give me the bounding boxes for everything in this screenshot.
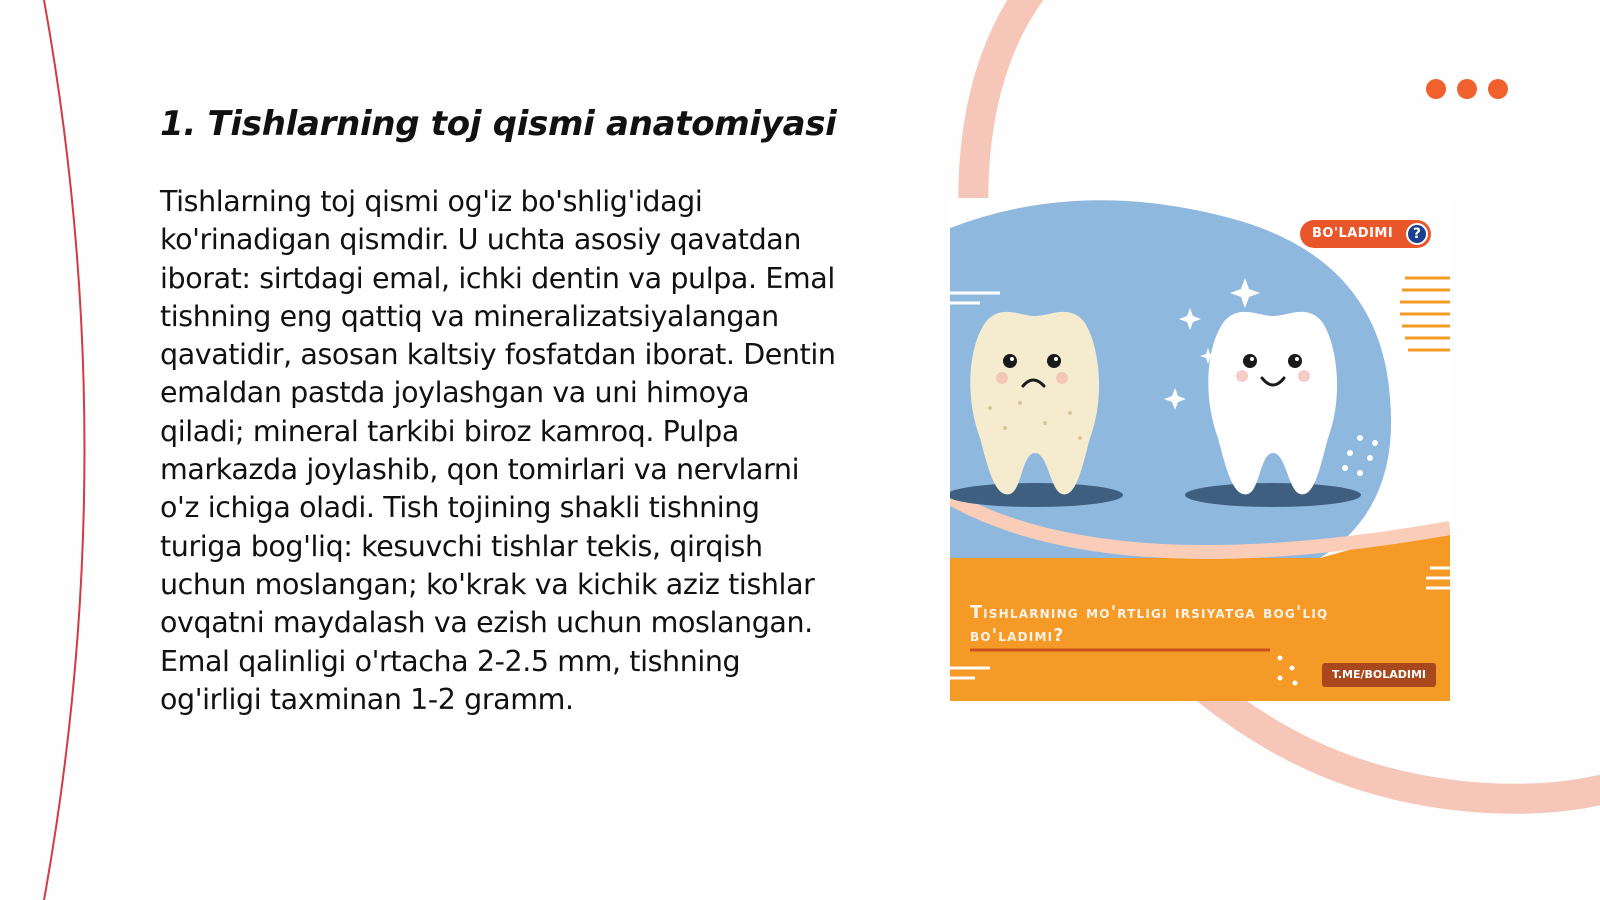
dot [1426, 79, 1446, 99]
decorative-dots [1426, 79, 1508, 99]
question-icon: ? [1406, 223, 1428, 245]
dot [1488, 79, 1508, 99]
slide-body-text: Tishlarning toj qismi og'iz bo'shlig'idagi ko'rinadigan qismdir. U uchta asosiy qavatdan iborat: sirtdagi emal, ichki dentin va pulpa. Emal tishning eng qattiq va mineralizatsiyalangan qavatidir, asosan kaltsiy fosfatdan iborat. Dentin emaldan pastda joylashgan va uni himoya qiladi; mineral tarkibi biroz kamroq. Pulpa markazda joylashib, qon tomirlari va nervlarni o'z ichiga oladi. Tish tojining shakli tishning turiga bog'liq: kesuvchi tishlar tekis, qirqish uchun moslangan; ko'krak va kichik aziz tishlar ovqatni maydalash va ezish uchun moslangan. Emal qalinligi o'rtacha 2-2.5 mm, tishning og'irligi taxminan 1-2 gramm. [160, 185, 836, 716]
promo-image [950, 198, 1450, 701]
left-edge-curve [44, 0, 85, 900]
slide-title: 1. Tishlarning toj qismi anatomiyasi [160, 104, 837, 144]
dot [1457, 79, 1477, 99]
channel-handle: T.ME/BOLADIMI [1322, 663, 1436, 687]
promo-headline: Tishlarning mo'rtligi irsiyatga bog'liq bo'ladimi? [970, 603, 1329, 646]
badge [1300, 220, 1431, 248]
badge-label: BO'LADIMI [1312, 226, 1394, 241]
